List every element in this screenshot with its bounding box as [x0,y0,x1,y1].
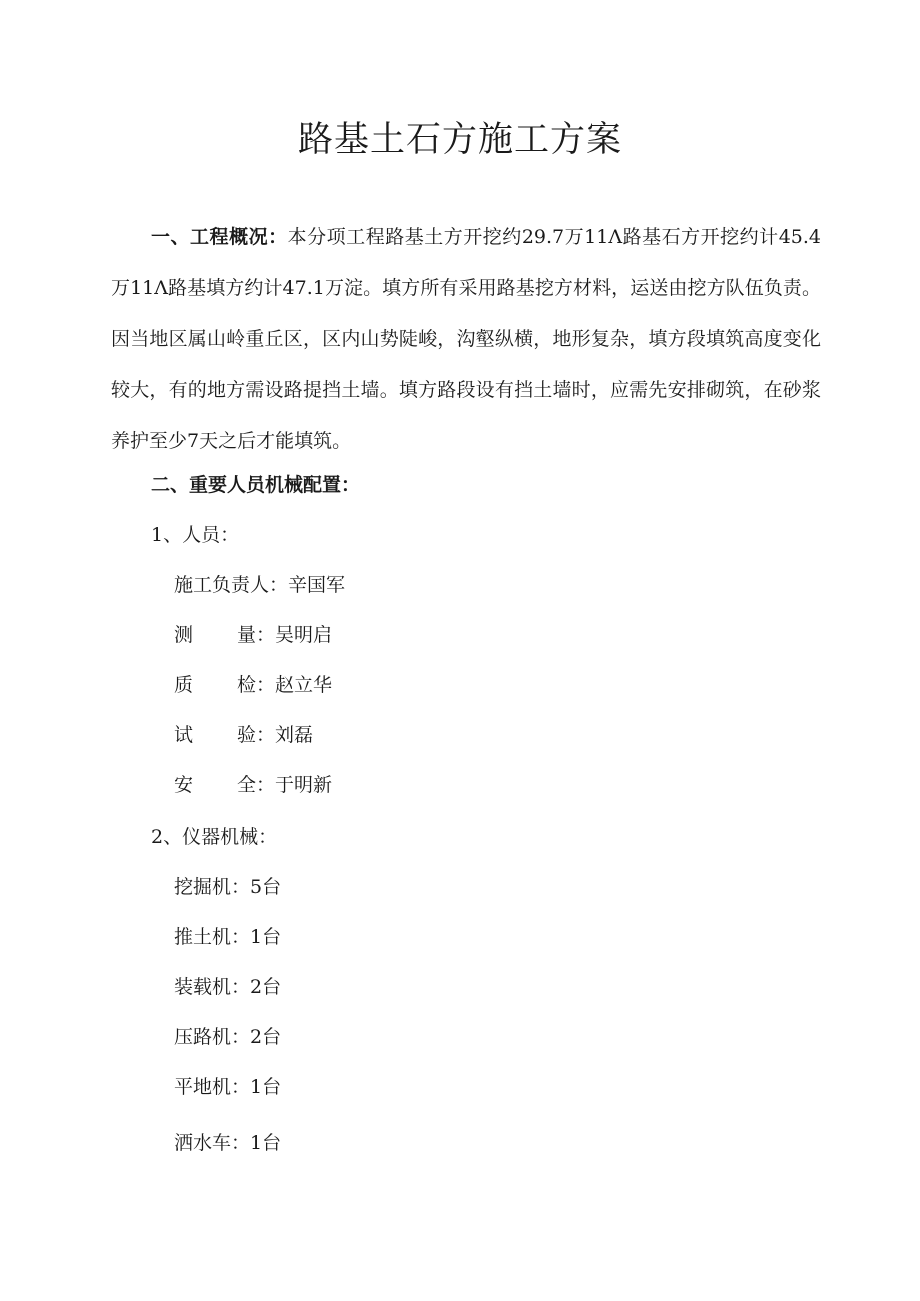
personnel-row [174,770,332,800]
overview-heading: 一、工程概况： [151,226,288,248]
personnel-row [174,670,332,700]
machinery-item: 压路机：2台 [174,1026,282,1048]
personnel-name: ：于明新 [256,774,333,796]
machinery-item: 装载机：2台 [174,976,282,998]
page-title: 路基土石方施工方案 [297,120,622,160]
section-heading-personnel-machinery: 二、重要人员机械配置： [151,474,361,496]
personnel-row [174,720,313,750]
personnel-role: 质 检 [174,674,256,696]
personnel-role: 测 量 [174,624,256,646]
personnel-heading: 1、人员： [151,524,240,546]
personnel-role: 试 验 [174,724,256,746]
machinery-item: 平地机：1台 [174,1076,282,1098]
personnel-role: 施工负责人 [174,574,270,596]
personnel-row [174,620,332,650]
personnel-role: 安 全 [174,774,256,796]
machinery-item: 挖掘机：5台 [174,876,282,898]
machinery-item: 洒水车：1台 [174,1132,282,1154]
personnel-name: ：辛国军 [269,574,346,596]
personnel-name: ：刘磊 [256,724,314,746]
personnel-name: ：赵立华 [256,674,333,696]
machinery-heading: 2、仪器机械： [151,826,278,848]
overview-paragraph [111,212,821,467]
personnel-row [174,570,345,600]
personnel-name: ：吴明启 [256,624,333,646]
overview-text: 本分项工程路基土方开挖约29.7万11Λ路基石方开挖约计45.4万11Λ路基填方约计47.1万淀。填方所有采用路基挖方材料，运送由挖方队伍负责。因当地区属山岭重丘区，区内山势陡峻，沟壑纵横，地形复杂，填方段填筑高度变化较大，有的地方需设路提挡土墙。填方路段设有挡土墙时，应需先安排砌筑，在砂浆养护至少7天之后才能填筑。 [111,226,821,452]
machinery-item: 推土机：1台 [174,926,282,948]
